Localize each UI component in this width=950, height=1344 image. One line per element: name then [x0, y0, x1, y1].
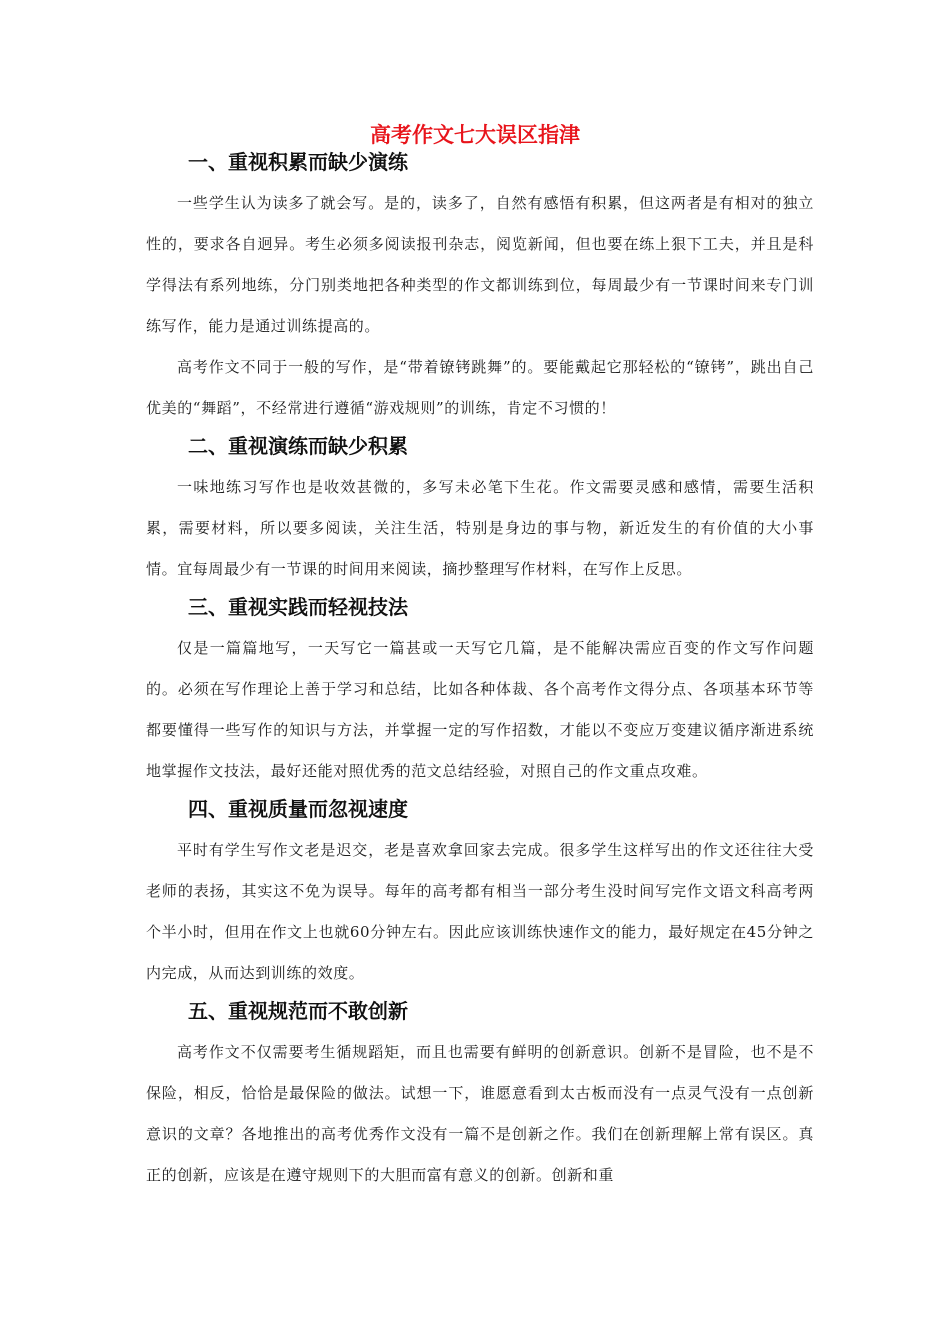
section-2-paragraph-1: 一味地练习写作也是收效甚微的，多写未必笔下生花。作文需要灵感和感情，需要生活积累，需要材料，所以要多阅读，关注生活，特别是身边的事与物，新近发生的有价值的大小事情。宜每周最少有一节课的时间用来阅读，摘抄整理写作材料，在写作上反思。: [146, 478, 814, 578]
section-3-paragraph-1: 仅是一篇篇地写，一天写它一篇甚或一天写它几篇，是不能解决需应百变的作文写作问题的。必须在写作理论上善于学习和总结，比如各种体裁、各个高考作文得分点、各项基本环节等都要懂得一些写作的知识与方法，并掌握一定的写作招数，才能以不变应万变建议循序渐进系统地掌握作文技法，最好还能对照优秀的范文总结经验，对照自己的作文重点攻难。: [146, 639, 814, 780]
section-heading-5: 五、重视规范而不敢创新: [188, 999, 408, 1023]
section-heading-2: 二、重视演练而缺少积累: [188, 434, 408, 458]
section-5-paragraph-1: 高考作文不仅需要考生循规蹈矩，而且也需要有鲜明的创新意识。创新不是冒险，也不是不保险，相反，恰恰是最保险的做法。试想一下，谁愿意看到太古板而没有一点灵气没有一点创新意识的文章？各地推出的高考优秀作文没有一篇不是创新之作。我们在创新理解上常有误区。真正的创新，应该是在遵守规则下的大胆而富有意义的创新。创新和重: [146, 1043, 814, 1184]
section-heading-4: 四、重视质量而忽视速度: [188, 797, 408, 821]
document-body: [146, 147, 814, 1196]
document-title: 高考作文七大误区指津: [370, 123, 580, 147]
section-1-paragraph-2: 高考作文不同于一般的写作，是“带着镣铐跳舞”的。要能戴起它那轻松的“镣铐”，跳出自己优美的“舞蹈”，不经常进行遵循“游戏规则”的训练，肯定不习惯的！: [146, 358, 814, 417]
section-4-paragraph-1: 平时有学生写作文老是迟交，老是喜欢拿回家去完成。很多学生这样写出的作文还往往大受老师的表扬，其实这不免为误导。每年的高考都有相当一部分考生没时间写完作文语文科高考两个半小时，但用在作文上也就60分钟左右。因此应该训练快速作文的能力，最好规定在45分钟之内完成，从而达到训练的效度。: [146, 841, 814, 982]
section-1-paragraph-1: 一些学生认为读多了就会写。是的，读多了，自然有感悟有积累，但这两者是有相对的独立性的，要求各自迥异。考生必须多阅读报刊杂志，阅览新闻，但也要在练上狠下工夫，并且是科学得法有系列地练，分门别类地把各种类型的作文都训练到位，每周最少有一节课时间来专门训练写作，能力是通过训练提高的。: [146, 194, 814, 335]
section-heading-3: 三、重视实践而轻视技法: [188, 595, 408, 619]
section-heading-1: 一、重视积累而缺少演练: [188, 150, 408, 174]
